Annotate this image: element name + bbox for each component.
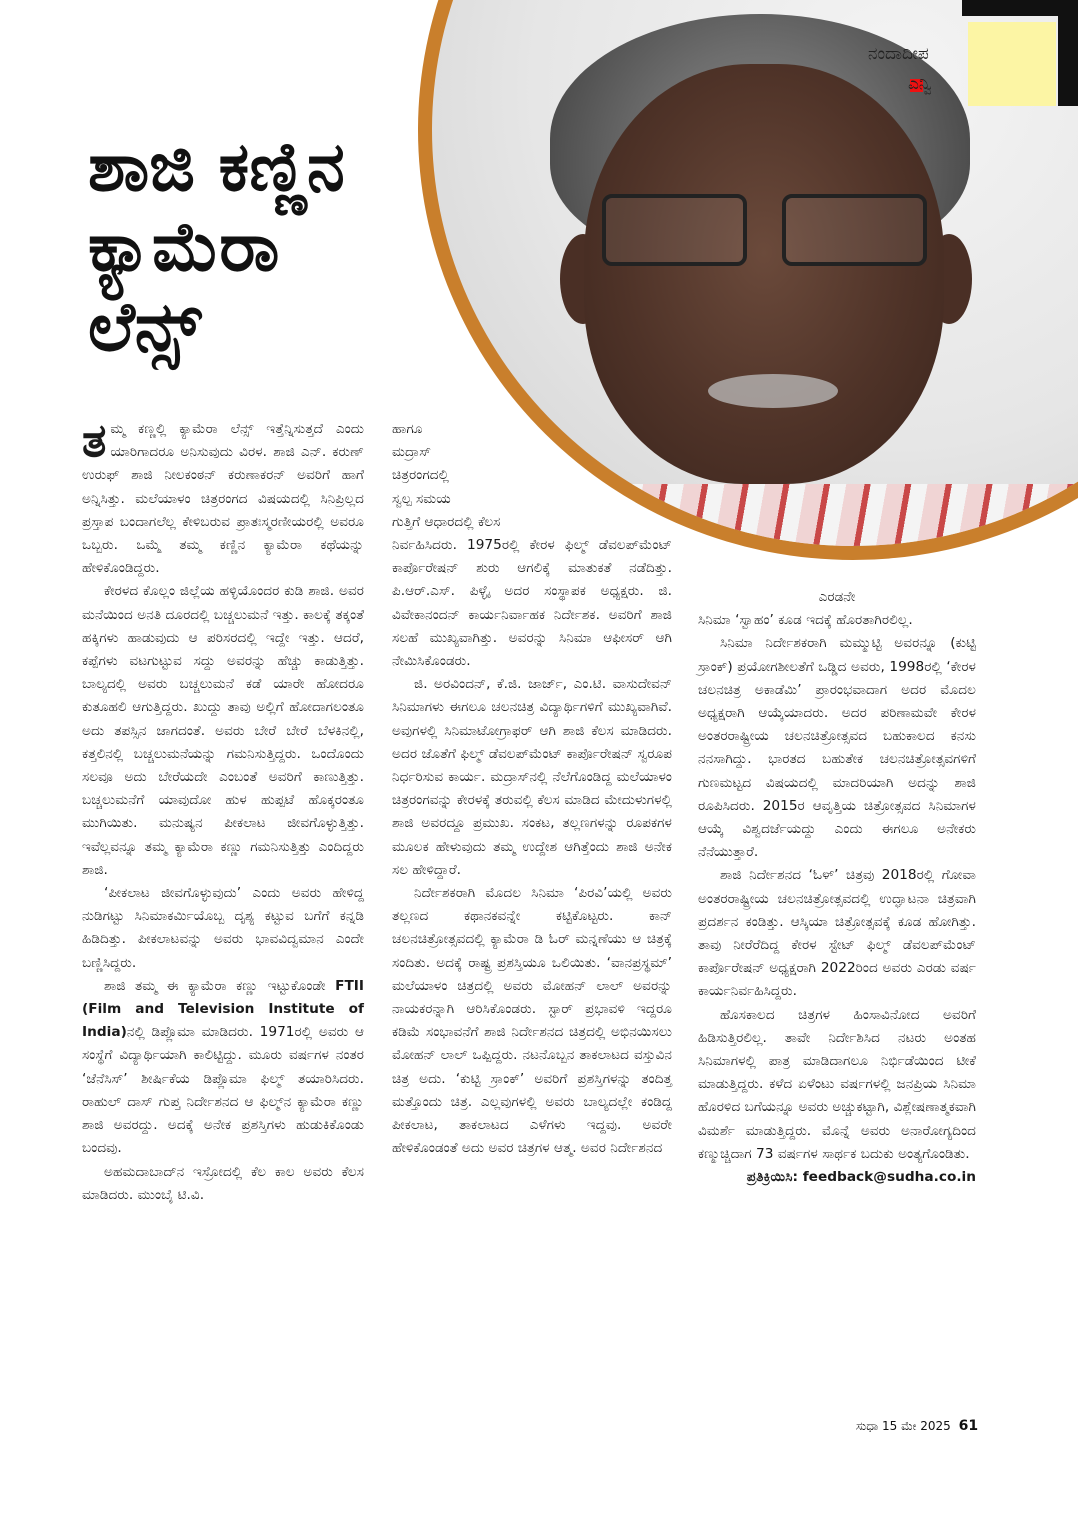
paragraph-12: ಹೊಸಕಾಲದ ಚಿತ್ರಗಳ ಹಿಂಸಾವಿನೋದ ಅವರಿಗೆ ಹಿಡಿಸುತ್ತಿರಲಿಲ್ಲ. ತಾವೇ ನಿರ್ದೇಶಿಸಿದ ನಟರು ಅಂತಹ ಸಿನಿಮಾಗಳಲ್ಲಿ ಪಾತ್ರ ಮಾಡಿದಾಗಲೂ ನಿರ್ಭಿಡೆಯಿಂದ ಟೀಕೆ ಮಾಡುತ್ತಿದ್ದರು. ಕಳೆದ ಏಳೆಂಟು ವರ್ಷಗಳಲ್ಲಿ ಜನಪ್ರಿಯ ಸಿನಿಮಾ ಹೊರಳಿದ ಬಗೆಯನ್ನೂ ಅವರು ಅಚ್ಚುಕಟ್ಟಾಗಿ, ವಿಶ್ಲೇಷಣಾತ್ಮಕವಾಗಿ ವಿಮರ್ಶೆ ಮಾಡುತ್ತಿದ್ದರು. ಮೊನ್ನೆ ಅವರು ಅನಾರೋಗ್ಯದಿಂದ ಕಣ್ಮುಚ್ಚಿದಾಗ 73 ವರ್ಷಗಳ ಸಾರ್ಥಕ ಬದುಕು ಅಂತ್ಯಗೊಂಡಿತು. [698, 1006, 976, 1162]
paragraph-11: ಶಾಜಿ ನಿರ್ದೇಶನದ ‘ಓಳ್’ ಚಿತ್ರವು 2018ರಲ್ಲಿ ಗೋವಾ ಅಂತರರಾಷ್ಟ್ರೀಯ ಚಲನಚಿತ್ರೋತ್ಸವದಲ್ಲಿ ಉದ್ಘಾಟನಾ ಚಿತ್ರವಾಗಿ ಪ್ರದರ್ಶನ ಕಂಡಿತ್ತು. ಆಸ್ಕಿಯಾ ಚಿತ್ರೋತ್ಸವಕ್ಕೆ ಕೂಡ ಹೋಗಿತ್ತು. ತಾವು ನೀರೆರೆದಿದ್ದ ಕೇರಳ ಸ್ಟೇಟ್ ಫಿಲ್ಮ್ ಡೆವಲಪ್‌ಮೆಂಟ್ ಕಾರ್ಪೊರೇಷನ್ ಅಧ್ಯಕ್ಷರಾಗಿ 2022ರಿಂದ ಅವರು ಎರಡು ವರ್ಷ ಕಾರ್ಯನಿರ್ವಹಿಸಿದ್ದರು. [698, 867, 976, 1000]
paragraph-7: ಜಿ. ಅರವಿಂದನ್, ಕೆ.ಜಿ. ಜಾರ್ಜ್, ಎಂ.ಟಿ. ವಾಸುದೇವನ್ ಸಿನಿಮಾಗಳು ಈಗಲೂ ಚಲನಚಿತ್ರ ವಿದ್ಯಾರ್ಥಿಗಳಿಗೆ ಮುಖ್ಯವಾಗಿವೆ. ಅವುಗಳಲ್ಲಿ ಸಿನಿಮಾಟೋಗ್ರಾಫರ್ ಆಗಿ ಶಾಜಿ ಕೆಲಸ ಮಾಡಿದರು. ಅದರ ಜೊತೆಗೆ ಫಿಲ್ಮ್ ಡೆವಲಪ್‌ಮೆಂಟ್ ಕಾರ್ಪೊರೇಷನ್ ಸ್ವರೂಪ ನಿರ್ಧರಿಸುವ ಕಾರ್ಯ. ಮದ್ರಾಸ್‌ನಲ್ಲಿ ನೆಲೆಗೊಂಡಿದ್ದ ಮಲೆಯಾಳಂ ಚಿತ್ರರಂಗವನ್ನು ಕೇರಳಕ್ಕೆ ತರುವಲ್ಲಿ ಕೆಲಸ ಮಾಡಿದ ಮೇದುಳುಗಳಲ್ಲಿ ಶಾಜಿ ಅವರದ್ದೂ ಪ್ರಮುಖ. ಸಂಕಟ, ತಲ್ಲಣಗಳನ್ನು ರೂಪಕಗಳ ಮೂಲಕ ಹೇಳುವುದು ತಮ್ಮ ಉದ್ದೇಶ ಆಗಿತ್ತೆಂದು ಶಾಜಿ ಅನೇಕ ಸಲ ಹೇಳಿದ್ದಾರೆ. [392, 676, 672, 878]
col2-line-2: ಮದ್ರಾಸ್ [392, 444, 431, 461]
column-series-name: ನಂದಾದೀಪ [868, 44, 929, 64]
title-line-2: ಕ್ಯಾಮೆರಾ [88, 208, 280, 287]
paragraph-1: ತಮ್ಮ ಕಣ್ಣಲ್ಲಿ ಕ್ಯಾಮೆರಾ ಲೆನ್ಸ್ ಇತ್ತೆನ್ನಿಸುತ್ತದೆ ಎಂದು ಯಾರಿಗಾದರೂ ಅನಿಸುವುದು ವಿರಳ. ಶಾಜಿ ಎನ್. ಕರುಣ್ ಉರುಫ್ ಶಾಜಿ ನೀಲಕಂಠನ್ ಕರುಣಾಕರನ್ ಅವರಿಗೆ ಹಾಗೆ ಅನ್ನಿಸಿತ್ತು. ಮಲೆಯಾಳಂ ಚಿತ್ರರಂಗದ ವಿಷಯದಲ್ಲಿ ಸಿನಿಪ್ರಿಲ್ಲದ ಪ್ರಸ್ತಾಪ ಬಂದಾಗಲೆಲ್ಲ ಕೇಳಿಬರುವ ಪ್ರಾತಃಸ್ಮರಣೀಯರಲ್ಲಿ ಅವರೂ ಒಬ್ಬರು. ಒಮ್ಮೆ ತಮ್ಮ ಕಣ್ಣಿನ ಕ್ಯಾಮೆರಾ ಕಥೆಯನ್ನು ಹೇಳಿಕೊಂಡಿದ್ದರು. [82, 413, 364, 577]
feedback-email[interactable]: ಪ್ರತಿಕ್ರಿಯಿಸಿ: feedback@sudha.co.in [746, 1169, 976, 1186]
paragraph-6: ನಿರ್ವಹಿಸಿದರು. 1975ರಲ್ಲಿ ಕೇರಳ ಫಿಲ್ಮ್ ಡೆವಲಪ್‌ಮೆಂಟ್ ಕಾರ್ಪೊರೇಷನ್ ಶುರು ಆಗಲಿಕ್ಕೆ ಮಾತುಕತೆ ನಡೆದಿತ್ತು. ಪಿ.ಆರ್.ಎಸ್. ಪಿಳ್ಳೈ ಅದರ ಸಂಸ್ಥಾಪಕ ಅಧ್ಯಕ್ಷರು. ಜಿ. ವಿವೇಕಾನಂದನ್ ಕಾರ್ಯನಿರ್ವಾಹಕ ನಿರ್ದೇಶಕ. ಅವರಿಗೆ ಶಾಜಿ ಸಲಹೆ ಮುಖ್ಯವಾಗಿತ್ತು. ಅವರನ್ನು ಸಿನಿಮಾ ಆಫೀಸರ್ ಆಗಿ ನೇಮಿಸಿಕೊಂಡರು. [392, 537, 672, 670]
paragraph-9: ಸಿನಿಮಾ ‘ಸ್ವಾಹಂ’ ಕೂಡ ಇದಕ್ಕೆ ಹೊರತಾಗಿರಲಿಲ್ಲ. [698, 612, 913, 629]
paragraph-8: ನಿರ್ದೇಶಕರಾಗಿ ಮೊದಲ ಸಿನಿಮಾ ‘ಪಿರವಿ’ಯಲ್ಲಿ ಅವರು ತಲ್ಲಣದ ಕಥಾನಕವನ್ನೇ ಕಟ್ಟಿಕೊಟ್ಟರು. ಕಾನ್ ಚಲನಚಿತ್ರೋತ್ಸವದಲ್ಲಿ ಕ್ಯಾಮೆರಾ ಡಿ ಓರ್ ಮನ್ನಣೆಯು ಆ ಚಿತ್ರಕ್ಕೆ ಸಂದಿತು. ಅದಕ್ಕೆ ರಾಷ್ಟ್ರ ಪ್ರಶಸ್ತಿಯೂ ಒಲಿಯಿತು. ‘ವಾನಪ್ರಸ್ಥಮ್’ ಮಲೆಯಾಳಂ ಚಿತ್ರದಲ್ಲಿ ಅವರು ಮೋಹನ್ ಲಾಲ್ ಅವರನ್ನು ನಾಯಕರನ್ನಾಗಿ ಆರಿಸಿಕೊಂಡರು. ಸ್ಟಾರ್ ಪ್ರಭಾವಳಿ ಇದ್ದರೂ ಕಡಿಮೆ ಸಂಭಾವನೆಗೆ ಶಾಜಿ ನಿರ್ದೇಶನದ ಚಿತ್ರದಲ್ಲಿ ಅಭಿನಯಿಸಲು ಮೋಹನ್ ಲಾಲ್ ಒಪ್ಪಿದ್ದರು. ನಟನೊಬ್ಬನ ತಾಕಲಾಟದ ವಸ್ತುವಿನ ಚಿತ್ರ ಅದು. ‘ಕುಟ್ಟಿ ಸ್ರಾಂಕ್’ ಅವರಿಗೆ ಪ್ರಶಸ್ತಿಗಳನ್ನು ತಂದಿತ್ತ ಮತ್ತೊಂದು ಚಿತ್ರ. ಎಲ್ಲವುಗಳಲ್ಲಿ ಅವರು ಬಾಲ್ಯದಲ್ಲೇ ಕಂಡಿದ್ದ ಪೀಕಲಾಟ, ತಾಕಲಾಟದ ಎಳೆಗಳು ಇದ್ದವು. ಅವರೇ ಹೇಳಿಕೊಂಡಂತೆ ಅದು ಅವರ ಚಿತ್ರಗಳ ಆತ್ಮ. ಅವರ ನಿರ್ದೇಶನದ [392, 885, 672, 1157]
page-number: 61 [958, 1418, 979, 1434]
portrait-glasses [602, 194, 932, 274]
page-footer [856, 1418, 978, 1434]
col2-line-3: ಚಿತ್ರರಂಗದಲ್ಲಿ [392, 467, 449, 484]
title-line-3: ಲೆನ್ಸ್ [88, 288, 202, 367]
col3-line-1: ಎರಡನೇ [818, 589, 856, 605]
article-column-2 [392, 418, 672, 1161]
corner-yellow-box [968, 22, 1056, 106]
paragraph-2: ಕೇರಳದ ಕೊಲ್ಲಂ ಜಿಲ್ಲೆಯ ಹಳ್ಳಿಯೊಂದರ ಕುಡಿ ಶಾಜಿ. ಅವರ ಮನೆಯಿಂದ ಅನತಿ ದೂರದಲ್ಲಿ ಬಚ್ಚಲುಮನೆ ಇತ್ತು. ಕಾಲಕ್ಕೆ ತಕ್ಕಂತೆ ಹಕ್ಕಿಗಳು ಹಾಡುವುದು ಆ ಪರಿಸರದಲ್ಲಿ ಇದ್ದೇ ಇತ್ತು. ಆದರೆ, ಕಪ್ಪೆಗಳು ವಟಗುಟ್ಟುವ ಸದ್ದು ಅವರನ್ನು ಹೆಚ್ಚು ಕಾಡುತ್ತಿತ್ತು. ಬಾಲ್ಯದಲ್ಲಿ ಅವರು ಬಚ್ಚಲುಮನೆ ಕಡೆ ಯಾರೇ ಹೋದರೂ ಕುತೂಹಲಿ ಆಗುತ್ತಿದ್ದರು. ಖುದ್ದು ತಾವು ಅಲ್ಲಿಗೆ ಹೋದಾಗಲಂತೂ ಅದು ತಪಸ್ಸಿನ ಜಾಗದಂತೆ. ಅವರು ಬೇರೆ ಬೇರೆ ಬೆಳಕಿನಲ್ಲಿ, ಕತ್ತಲಿನಲ್ಲಿ ಬಚ್ಚಲುಮನೆಯನ್ನು ಗಮನಿಸುತ್ತಿದ್ದರು. ಒಂದೊಂದು ಸಲವೂ ಅದು ಬೇರೆಯದೇ ಎಂಬಂತೆ ಅವರಿಗೆ ಕಾಣುತ್ತಿತ್ತು. ಬಚ್ಚಲುಮನೆಗೆ ಯಾವುದೋ ಹುಳ ಹುಪ್ಪಟೆ ಹೊಕ್ಕರಂತೂ ಮುಗಿಯಿತು. ಮನುಷ್ಯನ ಪೀಕಲಾಟ ಜೀವಗೊಳ್ಳುತ್ತಿತ್ತು. ಇವೆಲ್ಲವನ್ನೂ ತಮ್ಮ ಕ್ಯಾಮೆರಾ ಕಣ್ಣು ಗಮನಿಸುತ್ತಿತ್ತು ಎಂದಿದ್ದರು ಶಾಜಿ. [82, 583, 364, 878]
paragraph-3: ‘ಪೀಕಲಾಟ ಜೀವಗೊಳ್ಳುವುದು’ ಎಂದು ಅವರು ಹೇಳಿದ್ದ ನುಡಿಗಟ್ಟು ಸಿನಿಮಾಕರ್ಮಿಯೊಬ್ಬ ದೃಶ್ಯ ಕಟ್ಟುವ ಬಗೆಗೆ ಕನ್ನಡಿ ಹಿಡಿದಿತ್ತು. ಪೀಕಲಾಟವನ್ನು ಅವರು ಭಾವವಿದ್ವಮಾನ ಎಂದೇ ಬಣ್ಣಿಸಿದ್ದರು. [82, 885, 364, 971]
article-column-3 [698, 586, 976, 1189]
article-column-1 [82, 413, 364, 1207]
col2-line-5: ಗುತ್ತಿಗೆ ಆಧಾರದಲ್ಲಿ ಕೆಲಸ [392, 513, 501, 530]
article-title [88, 128, 345, 368]
paragraph-4: ಶಾಜಿ ತಮ್ಮ ಈ ಕ್ಯಾಮೆರಾ ಕಣ್ಣು ಇಟ್ಟುಕೊಂಡೇ FTII (Film and Television Institute of India)ನಲ್ಲಿ ಡಿಪ್ಲೊಮಾ ಮಾಡಿದರು. 1971ರಲ್ಲಿ ಅವರು ಆ ಸಂಸ್ಥೆಗೆ ವಿದ್ಯಾರ್ಥಿಯಾಗಿ ಕಾಲಿಟ್ಟಿದ್ದು. ಮೂರು ವರ್ಷಗಳ ನಂತರ ‘ಜೆನೆಸಿಸ್’ ಶೀರ್ಷಿಕೆಯ ಡಿಪ್ಲೊಮಾ ಫಿಲ್ಮ್ ತಯಾರಿಸಿದರು. ರಾಹುಲ್ ದಾಸ್ ಗುಪ್ತ ನಿರ್ದೇಶನದ ಆ ಫಿಲ್ಮ್‌ನ ಕ್ಯಾಮೆರಾ ಕಣ್ಣು ಶಾಜಿ ಅವರದ್ದು. ಅದಕ್ಕೆ ಅನೇಕ ಪ್ರಶಸ್ತಿಗಳು ಹುಡುಕಿಕೊಂಡು ಬಂದವು. [82, 977, 364, 1157]
paragraph-5: ಅಹಮದಾಬಾದ್‌ನ ಇಸ್ರೋದಲ್ಲಿ ಕೆಲ ಕಾಲ ಅವರು ಕೆಲಸ ಮಾಡಿದರು. ಮುಂಬೈ ಟಿ.ವಿ. [82, 1163, 364, 1203]
col2-line-4: ಸ್ವಲ್ಪ ಸಮಯ [392, 490, 451, 507]
col2-line-1: ಹಾಗೂ [392, 421, 423, 437]
drop-cap: ತ [82, 413, 107, 467]
title-line-1: ಶಾಜಿ ಕಣ್ಣಿನ [88, 128, 345, 207]
author-name: ಎನ್ವಿ [908, 74, 932, 94]
corner-black-side [1058, 0, 1078, 106]
paragraph-10: ಸಿನಿಮಾ ನಿರ್ದೇಶಕರಾಗಿ ಮಮ್ಮುಟ್ಟಿ ಅವರನ್ನೂ (ಕುಟ್ಟಿ ಸ್ರಾಂಕ್) ಪ್ರಯೋಗಶೀಲತೆಗೆ ಒಡ್ಡಿದ ಅವರು, 1998ರಲ್ಲಿ ‘ಕೇರಳ ಚಲನಚಿತ್ರ ಅಕಾಡೆಮಿ’ ಪ್ರಾರಂಭವಾದಾಗ ಅದರ ಮೊದಲ ಅಧ್ಯಕ್ಷರಾಗಿ ಆಯ್ಕೆಯಾದರು. ಅದರ ಪರಿಣಾಮವೇ ಕೇರಳ ಅಂತರರಾಷ್ಟ್ರೀಯ ಚಲನಚಿತ್ರೋತ್ಸವದ ಬಹುಕಾಲದ ಕನಸು ನನಸಾಗಿದ್ದು. ಭಾರತದ ಬಹುತೇಕ ಚಲನಚಿತ್ರೋತ್ಸವಗಳಿಗೆ ಗುಣಮಟ್ಟದ ವಿಷಯದಲ್ಲಿ ಮಾದರಿಯಾಗಿ ಅದನ್ನು ಶಾಜಿ ರೂಪಿಸಿದರು. 2015ರ ಆವೃತ್ತಿಯ ಚಿತ್ರೋತ್ಸವದ ಸಿನಿಮಾಗಳ ಆಯ್ಕೆ ವಿಶ್ವದರ್ಜೆಯದ್ದು ಎಂದು ಈಗಲೂ ಅನೇಕರು ನೆನೆಯುತ್ತಾರೆ. [698, 635, 976, 861]
issue-label: ಸುಧಾ 15 ಮೇ 2025 [856, 1419, 951, 1433]
portrait-mustache [708, 374, 838, 408]
